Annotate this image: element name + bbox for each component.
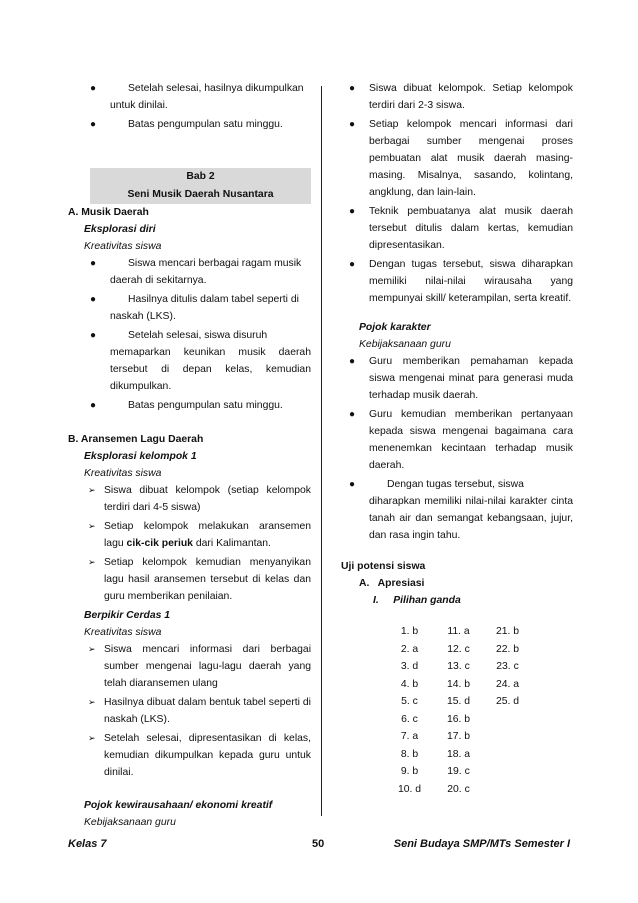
apresiasi-heading: A. Apresiasi: [359, 578, 425, 589]
answer-key-table: [385, 623, 532, 798]
pojok-kewirausahaan: Pojok kewirausahaan/ ekonomi kreatif: [84, 800, 273, 811]
berpikir-heading: Berpikir Cerdas 1: [84, 610, 171, 621]
answer-cell: [483, 763, 532, 781]
answer-row: [385, 763, 532, 781]
answer-cell: 15. d: [446, 696, 471, 708]
answer-cell: 6. c: [401, 713, 418, 725]
column-divider: [321, 86, 322, 816]
page-number: 50: [312, 838, 325, 850]
list-item: ● Batas pengumpulan satu minggu.: [84, 116, 311, 133]
list-item: ● Batas pengumpulan satu minggu.: [84, 397, 311, 414]
list-item: ● Setiap kelompok mencari informasi dari berbagai sumber mengenai proses pembuatan alat musik daerah masing-masing. Misalnya, sasando, kolintang, angklung, dan lain-lain.: [343, 116, 573, 201]
bullet-icon: ●: [349, 409, 356, 420]
intro-bullets: [68, 80, 311, 133]
answer-cell: 19. c: [447, 766, 470, 778]
list-item: ➢ Setiap kelompok melakukan aransemen lagu cik-cik periuk dari Kalimantan.: [84, 518, 311, 552]
answer-cell: 25. d: [495, 696, 520, 708]
answer-row: [385, 728, 532, 746]
list-item: ● Dengan tugas tersebut, siswa diharapkan memiliki nilai-nilai karakter cinta tanah air dan semangat kebangsaan, jujur, dan rasa ingin tahu.: [343, 476, 573, 544]
bullet-icon: ●: [90, 83, 97, 94]
footer-class: Kelas 7: [68, 838, 107, 850]
answer-cell: [483, 746, 532, 764]
kebijaksanaan-guru: Kebijaksanaan guru: [84, 817, 176, 828]
arrow-bullet-icon: ➢: [88, 733, 96, 743]
uji-potensi-heading: Uji potensi siswa: [341, 561, 426, 572]
section-a-kreativitas: Kreativitas siswa: [84, 241, 162, 252]
list-item: ● Hasilnya ditulis dalam tabel seperti di naskah (LKS).: [84, 291, 311, 325]
answer-cell: 23. c: [496, 661, 519, 673]
answer-cell: 4. b: [400, 678, 419, 690]
answer-cell: 16. b: [446, 713, 471, 725]
answer-cell: 9. b: [400, 766, 419, 778]
bullet-icon: ●: [349, 206, 356, 217]
arrow-bullet-icon: ➢: [88, 521, 96, 531]
bullet-icon: ●: [90, 294, 97, 305]
list-item: ● Siswa mencari berbagai ragam musik daerah di sekitarnya.: [84, 255, 311, 289]
answer-row: [385, 676, 532, 694]
list-item: ➢ Siswa mencari informasi dari berbagai sumber mengenai lagu-lagu daerah yang telah diaransemen ulang: [84, 641, 311, 692]
answer-row: [385, 711, 532, 729]
list-item: ● Setelah selesai, siswa disuruh memaparkan keunikan musik daerah tersebut di depan kelas, kemudian dikumpulkan.: [84, 327, 311, 395]
bullet-icon: ●: [349, 119, 356, 130]
answer-cell: 20. c: [447, 783, 470, 795]
answer-cell: 18. a: [446, 748, 471, 760]
bullet-icon: ●: [349, 479, 356, 490]
answer-row: [385, 623, 532, 641]
answer-row: [385, 746, 532, 764]
answer-cell: 8. b: [400, 748, 419, 760]
answer-row: [385, 693, 532, 711]
section-b-kreativitas: Kreativitas siswa: [84, 468, 162, 479]
answer-cell: 13. c: [447, 661, 470, 673]
arrow-bullet-icon: ➢: [88, 557, 96, 567]
answer-cell: 2. a: [400, 643, 419, 655]
answer-cell: 3. d: [400, 661, 419, 673]
answer-cell: 10. d: [397, 783, 422, 795]
section-a-sub: Eksplorasi diri: [84, 224, 156, 235]
answer-cell: [483, 711, 532, 729]
berpikir-kreativitas: Kreativitas siswa: [84, 627, 162, 638]
answer-cell: 22. b: [495, 643, 520, 655]
answer-cell: 5. c: [401, 696, 418, 708]
section-b-sub: Eksplorasi kelompok 1: [84, 451, 197, 462]
list-item: ➢ Hasilnya dibuat dalam bentuk tabel seperti di naskah (LKS).: [84, 694, 311, 728]
answer-cell: 12. c: [447, 643, 470, 655]
bab-title: Bab 2: [90, 168, 311, 186]
list-item: ➢ Setelah selesai, dipresentasikan di kelas, kemudian dikumpulkan kepada guru untuk dinilai.: [84, 730, 311, 781]
footer-title: Seni Budaya SMP/MTs Semester I: [393, 838, 570, 850]
answer-cell: 21. b: [495, 626, 520, 638]
list-item: ● Guru kemudian memberikan pertanyaan kepada siswa mengenai bagaimana cara menenemkan kecintaan terhadap musik daerah.: [343, 406, 573, 474]
bullet-icon: ●: [90, 330, 97, 341]
bullet-icon: ●: [90, 400, 97, 411]
bab-subtitle: Seni Musik Daerah Nusantara: [90, 186, 311, 204]
list-item: ● Guru memberikan pemahaman kepada siswa mengenai minat para generasi muda terhadap musik daerah.: [343, 353, 573, 404]
list-item: ● Setelah selesai, hasilnya dikumpulkan untuk dinilai.: [84, 80, 311, 114]
bullet-icon: ●: [349, 356, 356, 367]
section-b-heading: B. Aransemen Lagu Daerah: [68, 434, 204, 445]
arrow-bullet-icon: ➢: [88, 697, 96, 707]
arrow-bullet-icon: ➢: [88, 485, 96, 495]
pojok-karakter: Pojok karakter: [359, 322, 431, 333]
arrow-bullet-icon: ➢: [88, 644, 96, 654]
answer-cell: 7. a: [400, 731, 419, 743]
list-item: ● Siswa dibuat kelompok. Setiap kelompok terdiri dari 2-3 siswa.: [343, 80, 573, 114]
section-a-heading: A. Musik Daerah: [68, 207, 149, 218]
right-column: [343, 80, 573, 609]
list-item: ➢ Setiap kelompok kemudian menyanyikan lagu hasil aransemen tersebut di kelas dan guru memberikan penilaian.: [84, 554, 311, 605]
list-item: ● Teknik pembuatanya alat musik daerah tersebut ditulis dalam kertas, kemudian dipresentasikan.: [343, 203, 573, 254]
bullet-icon: ●: [349, 83, 356, 94]
answer-cell: 24. a: [495, 678, 520, 690]
bullet-icon: ●: [90, 258, 97, 269]
bullet-icon: ●: [90, 119, 97, 130]
answer-row: [385, 641, 532, 659]
list-item: ➢ Siswa dibuat kelompok (setiap kelompok terdiri dari 4-5 siswa): [84, 482, 311, 516]
answer-row: [385, 781, 532, 799]
answer-cell: 11. a: [447, 626, 470, 638]
answer-cell: 17. b: [446, 731, 471, 743]
left-column: [68, 80, 311, 831]
answer-row: [385, 658, 532, 676]
answer-cell: 1. b: [400, 626, 419, 638]
answer-cell: [483, 728, 532, 746]
kebijaksanaan-guru-right: Kebijaksanaan guru: [359, 339, 451, 350]
list-item: ● Dengan tugas tersebut, siswa diharapkan memiliki nilai-nilai wirausaha yang mempunyai skill/ keterampilan, serta kreatif.: [343, 256, 573, 307]
answer-cell: 14. b: [446, 678, 471, 690]
answer-cell: [483, 781, 532, 799]
bullet-icon: ●: [349, 259, 356, 270]
pilihan-ganda-heading: I. Pilihan ganda: [373, 595, 461, 606]
